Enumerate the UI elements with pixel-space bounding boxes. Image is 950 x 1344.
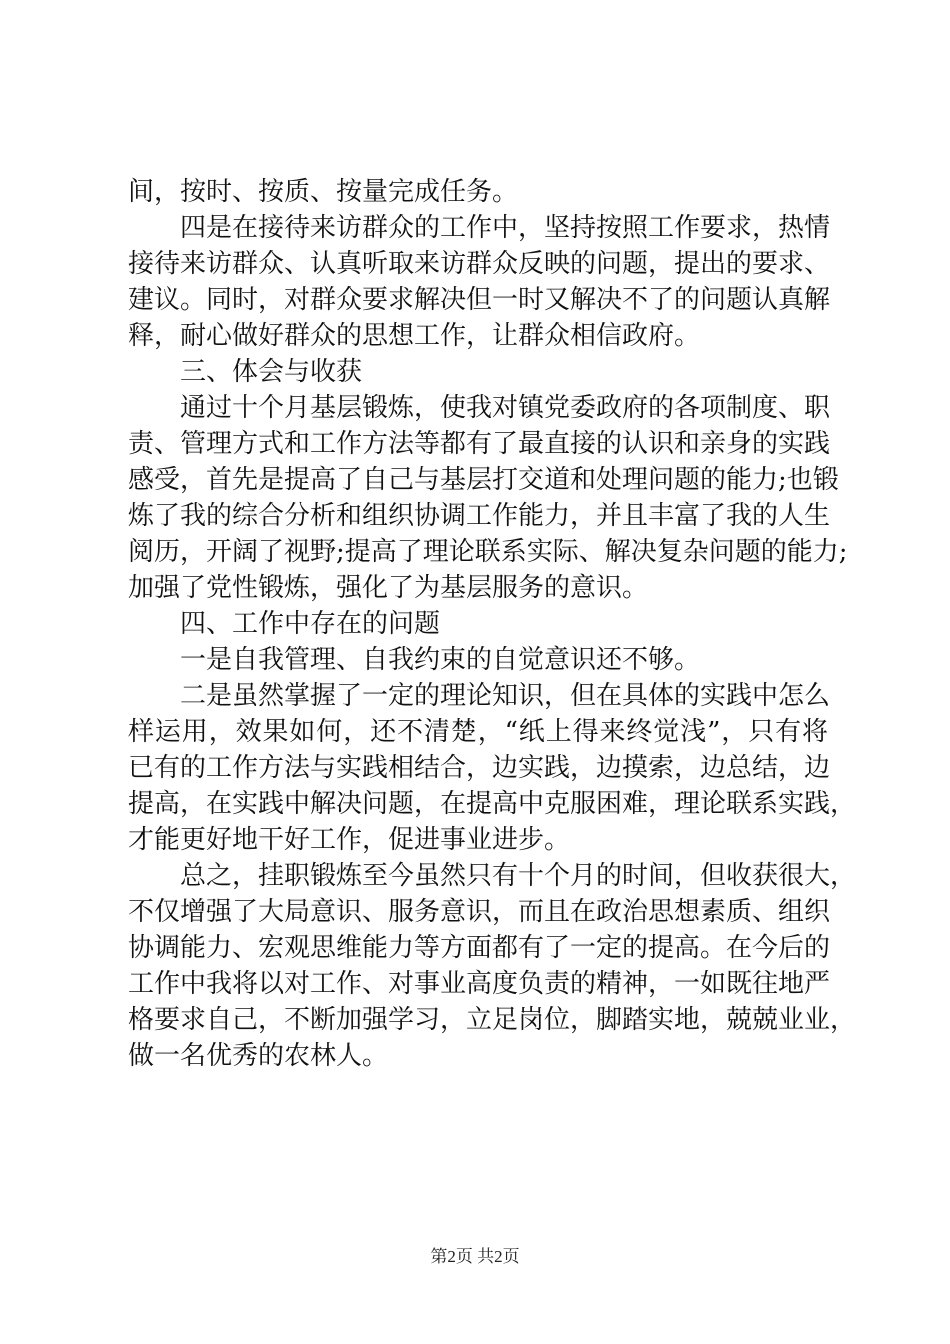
text-line: 接待来访群众、认真听取来访群众反映的问题，提出的要求、 (128, 249, 831, 279)
text-line: 已有的工作方法与实践相结合，边实践，边摸索，边总结，边 (128, 753, 831, 783)
paragraph-start-line: 四是在接待来访群众的工作中，坚持按照工作要求，热情 (180, 213, 831, 243)
paragraph-start-line: 总之，挂职锻炼至今虽然只有十个月的时间，但收获很大， (180, 861, 857, 891)
paragraph-start-line: 二是虽然掌握了一定的理论知识，但在具体的实践中怎么 (180, 681, 831, 711)
text-line: 加强了党性锻炼，强化了为基层服务的意识。 (128, 573, 649, 603)
text-line: 感受，首先是提高了自己与基层打交道和处理问题的能力;也锻 (128, 465, 839, 495)
text-line: 不仅增强了大局意识、服务意识，而且在政治思想素质、组织 (128, 897, 831, 927)
text-line: 间，按时、按质、按量完成任务。 (128, 177, 519, 207)
section-heading: 三、体会与收获 (180, 357, 363, 387)
text-line: 工作中我将以对工作、对事业高度负责的精神，一如既往地严 (128, 969, 831, 999)
page-number-footer: 第2页 共2页 (430, 1247, 520, 1266)
paragraph-start-line: 一是自我管理、自我约束的自觉意识还不够。 (180, 645, 701, 675)
text-line: 协调能力、宏观思维能力等方面都有了一定的提高。在今后的 (128, 933, 831, 963)
text-line: 建议。同时，对群众要求解决但一时又解决不了的问题认真解 (128, 285, 831, 315)
section-heading: 四、工作中存在的问题 (180, 609, 441, 639)
text-line: 责、管理方式和工作方法等都有了最直接的认识和亲身的实践 (128, 429, 831, 459)
paragraph-start-line: 通过十个月基层锻炼，使我对镇党委政府的各项制度、职 (180, 393, 831, 423)
text-line: 样运用，效果如何，还不清楚，“纸上得来终觉浅”，只有将 (128, 717, 828, 747)
text-line: 做一名优秀的农林人。 (128, 1041, 389, 1071)
document-body (128, 174, 857, 1074)
text-line: 炼了我的综合分析和组织协调工作能力，并且丰富了我的人生 (128, 501, 831, 531)
text-line: 提高，在实践中解决问题，在提高中克服困难，理论联系实践， (128, 789, 857, 819)
text-line: 释，耐心做好群众的思想工作，让群众相信政府。 (128, 321, 701, 351)
text-line: 才能更好地干好工作，促进事业进步。 (128, 825, 571, 855)
text-line: 阅历，开阔了视野;提高了理论联系实际、解决复杂问题的能力; (128, 537, 848, 567)
text-line: 格要求自己，不断加强学习，立足岗位，脚踏实地，兢兢业业， (128, 1005, 857, 1035)
